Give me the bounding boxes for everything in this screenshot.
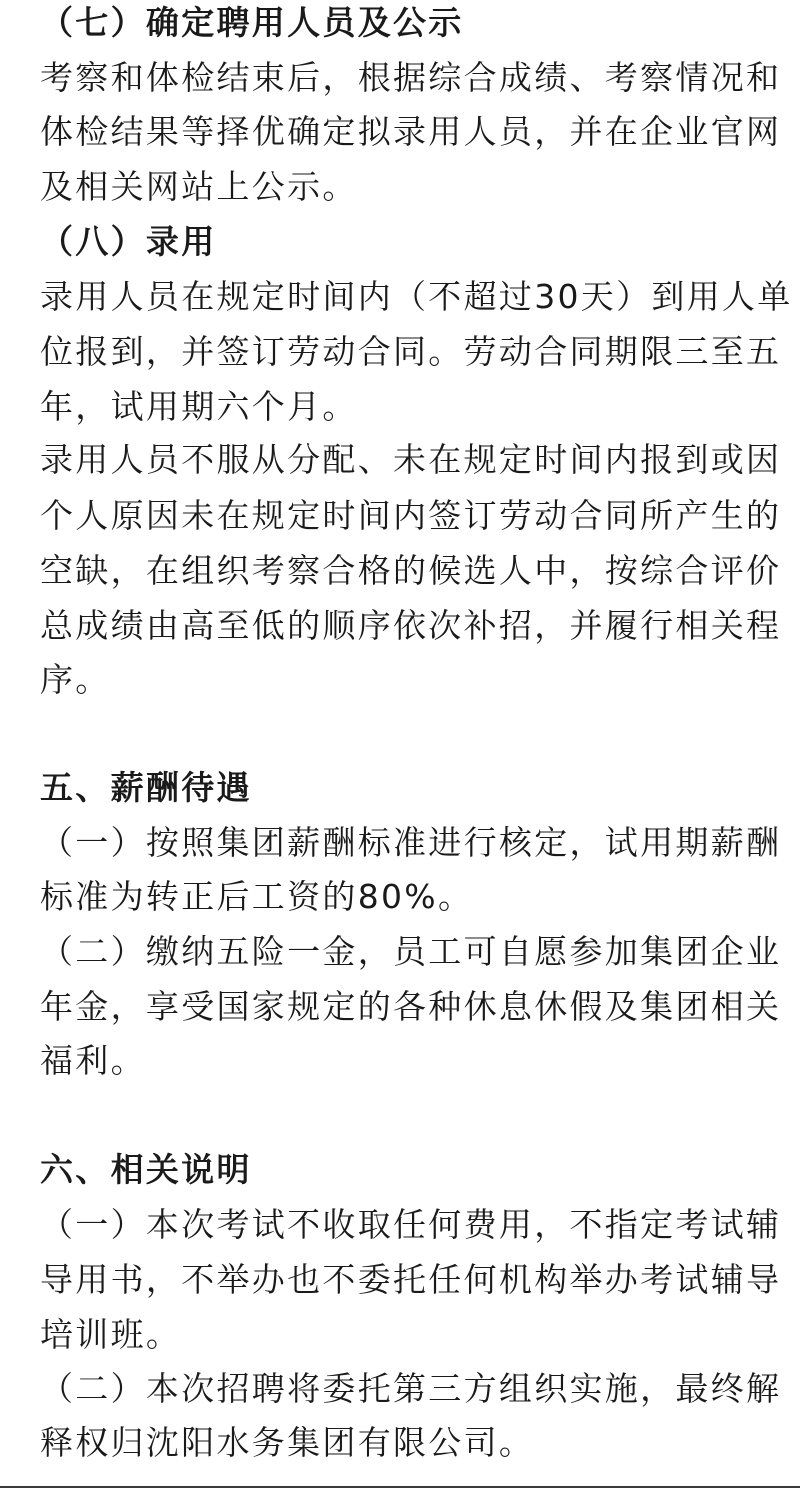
paragraph-line: 个人原因未在规定时间内签订劳动合同所产生的	[40, 496, 782, 535]
paragraph-line: 空缺，在组织考察合格的候选人中，按综合评价	[40, 551, 782, 590]
paragraph-line: 年，试用期六个月。	[40, 387, 358, 426]
paragraph-line: 考察和体检结束后，根据综合成绩、考察情况和	[40, 58, 782, 97]
paragraph-line: 标准为转正后工资的80%。	[40, 877, 474, 916]
paragraph-line: 福利。	[40, 1041, 146, 1080]
section-heading-confirm-hire: （七）确定聘用人员及公示	[40, 3, 464, 42]
paragraph-line: （一）按照集团薪酬标准进行核定，试用期薪酬	[40, 823, 782, 862]
bottom-divider	[0, 1486, 800, 1488]
paragraph-line: 及相关网站上公示。	[40, 167, 358, 206]
paragraph-line: （二）本次招聘将委托第三方组织实施，最终解	[40, 1369, 782, 1408]
paragraph-line: （二）缴纳五险一金，员工可自愿参加集团企业	[40, 932, 782, 971]
paragraph-line: （一）本次考试不收取任何费用，不指定考试辅	[40, 1205, 782, 1244]
paragraph-line: 录用人员不服从分配、未在规定时间内报到或因	[40, 440, 782, 479]
paragraph-line: 录用人员在规定时间内（不超过30天）到用人单	[40, 277, 793, 316]
paragraph-line: 体检结果等择优确定拟录用人员，并在企业官网	[40, 112, 782, 151]
paragraph-line: 序。	[40, 660, 111, 699]
paragraph-line: 位报到，并签订劳动合同。劳动合同期限三至五	[40, 332, 782, 371]
section-heading-employment: （八）录用	[40, 222, 217, 261]
section-heading-notes: 六、相关说明	[40, 1150, 252, 1189]
paragraph-line: 年金，享受国家规定的各种休息休假及集团相关	[40, 987, 782, 1026]
paragraph-line: 总成绩由高至低的顺序依次补招，并履行相关程	[40, 606, 782, 645]
paragraph-line: 导用书，不举办也不委托任何机构举办考试辅导	[40, 1260, 782, 1299]
paragraph-line: 释权归沈阳水务集团有限公司。	[40, 1423, 535, 1462]
paragraph-line: 培训班。	[40, 1315, 182, 1354]
section-heading-compensation: 五、薪酬待遇	[40, 768, 252, 807]
